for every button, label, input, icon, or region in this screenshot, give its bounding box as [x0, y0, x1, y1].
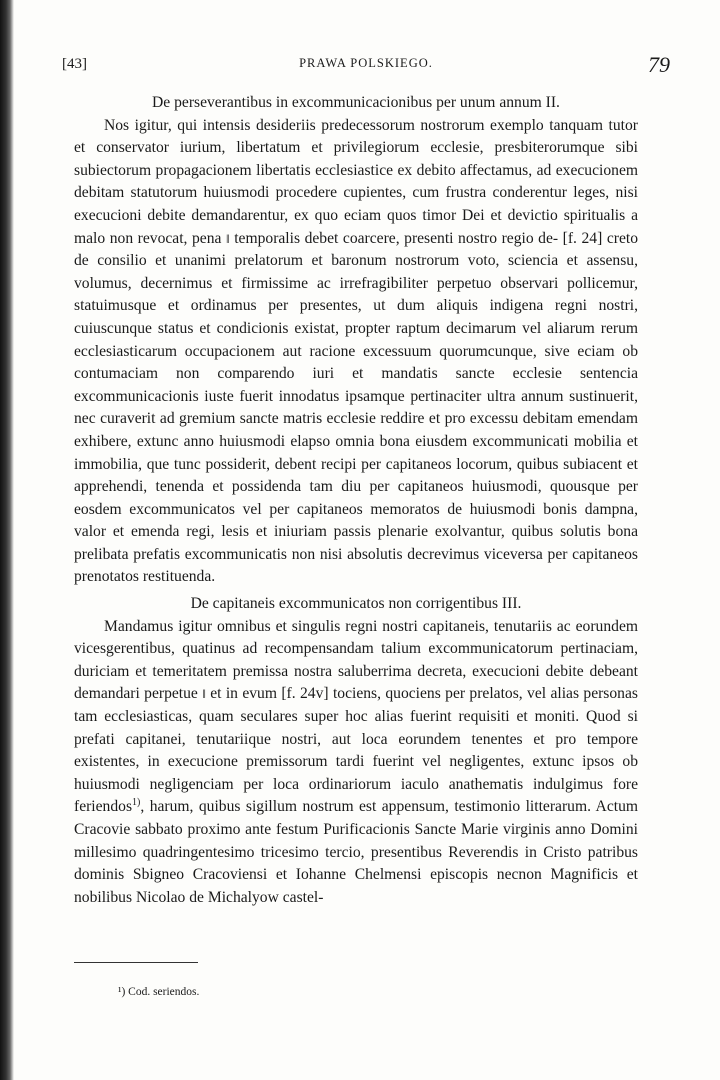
footnote [118, 986, 199, 998]
section-paragraph-ii [74, 115, 638, 589]
section-paragraph-iii [74, 616, 638, 910]
folio-reference: [f. 24v] [281, 685, 329, 703]
page-number: 79 [648, 52, 670, 77]
paragraph-text: Nos igitur, qui intensis desideriis predecessorum nostrorum exemplo tanquam tutor et conservator iurium, libertatum et privilegiorum ecclesie, presbiterorumque sibi subiectorum propagacionem libertatis ecclesiastice ex debito affectamus, ad execucionem debitam statutorum huiusmodi procedere cupientes, cum frustra conderentur leges, nisi execucioni debite demandarentur, ex quo eciam quos timor Dei et devictio spiritualis a malo non revocat, pena [74, 116, 638, 247]
book-binding-edge [0, 0, 14, 1080]
footnote-marker: ¹) [118, 986, 126, 998]
paragraph-text: , harum, quibus sigillum nostrum est appensum, testimonio litterarum. Actum Cracovie sabbato proximo ante festum Purificacionis Sancte Marie virginis anno Domini millesimo quadringentesimo tricesimo tercio, presentibus Reverendis in Cristo patribus dominis Sbigneo Cracoviensi et Iohanne Chelmensi episcopis necnon Magnificis et nobilibus Nicolao de Michalyow castel- [74, 798, 638, 906]
paragraph-text: Mandamus igitur omnibus et singulis regni nostri capitaneis, tenutariis ac eorundem vicesgerentibus, quatinus ad recompensandam talium excommunicatorum pertinaciam, duriciam et temeritatem premissa nostra saluberrima decreta, execucioni debite debeant demandari perpetue [74, 617, 638, 703]
section-heading-iii: De capitaneis excommunicatos non corrigentibus III. [190, 595, 522, 613]
footnote-reference: 1) [132, 797, 141, 809]
running-header [62, 52, 670, 76]
folio-break-mark: ‖ [202, 686, 206, 702]
paragraph-text: creto de consilio et unanimi prelatorum et baronum nostrorum voto, sciencia et assensu, volumus, decernimus et firmissime ac irrefragibiliter perpetuo observari pollicemur, statuimusque et ordinamus per presentes, ut dum aliquis indigena regni nostri, cuiuscunque status et condicionis existat, propter raptum decimarum vel aliarum rerum ecclesiasticarum occupacionem aut racione excessuum quorumcunque, sive eciam ob contumaciam non comparendo iuri et mandatis sancte ecclesie sentencia excommunicacionis iuste fuerit innodatus ipsamque pertinaciter ultra annum sustinuerit, nec curaverit ad gremium sancte matris ecclesie reddire et pro excessu debitam emendam exhibere, extunc anno huiusmodi elapso omnia bona eiusdem excommunicati mobilia et immobilia, que tunc possiderit, debent recipi per capitaneos locorum, quibus subiacent et apprehendi, tenenda et possidenda tam diu per capitaneos huiusmodi, quousque per eosdem excommunicatos vel per capitaneos memoratos de huiusmodi bonis dampna, valor et emenda regi, lesis et iniuriam passis plenarie exolvantur, quibus solutis bona prelibata prefatis excommunicatis non nisi absolutis decrevimus viceversa per capitaneos prenotatos restituenda. [74, 229, 639, 586]
section-heading-ii: De perseverantibus in excommunicacionibus per unum annum II. [152, 94, 560, 111]
header-title: PRAWA POLSKIEGO. [299, 56, 433, 70]
header-page-ref: [43] [62, 56, 87, 72]
main-text [74, 92, 638, 909]
paragraph-text: tociens, quociens per prelatos, vel alias personas tam ecclesiasticas, quam seculares super hoc alias fuerint requisiti et moniti. Quod si prefati capitanei, tenutariique nostri, aut loca eorundem tenentes et pro tempore existentes, in execucione premissorum tardi fuerint vel negligentes, extunc ipsos ob huiusmodi negligenciam per loca ordinariorum iaculo anathematis indulgimus fore feriendos [74, 685, 638, 816]
folio-reference: [f. 24] [562, 229, 603, 247]
footnote-divider [74, 962, 198, 963]
paragraph-text: temporalis debet coarcere, presenti nostro regio de- [234, 229, 559, 247]
footnote-text: Cod. seriendos. [128, 986, 200, 998]
folio-break-mark: ‖ [226, 230, 230, 246]
paragraph-text: et in evum [210, 685, 277, 703]
